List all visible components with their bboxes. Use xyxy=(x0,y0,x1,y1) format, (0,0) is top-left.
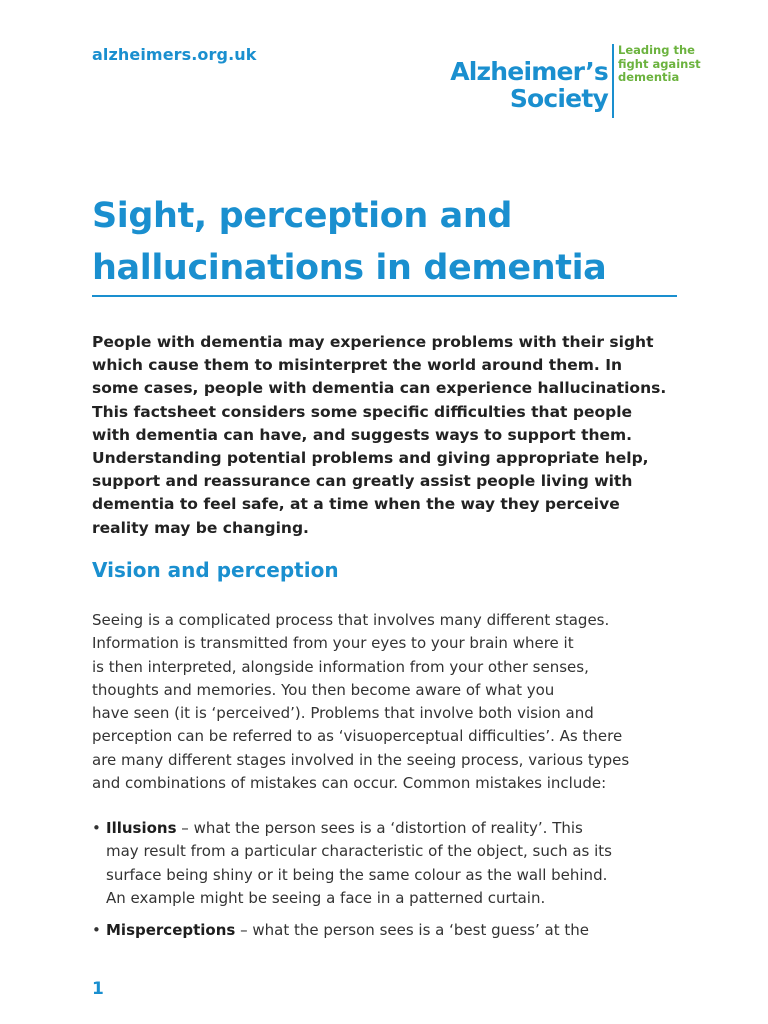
page-number: 1 xyxy=(92,979,104,999)
body-line: are many different stages involved in the seeing process, various types xyxy=(92,750,630,769)
body-line: and combinations of mistakes can occur. Common mistakes include: xyxy=(92,774,607,793)
list-item xyxy=(92,817,702,910)
logo-tagline-line: Leading the xyxy=(618,43,695,57)
logo-name-line1: Alzheimer’s xyxy=(450,57,608,86)
bullet-first-line-text: – what the person sees is a ‘best guess’ at the xyxy=(235,921,589,939)
bullet-line: surface being shiny or it being the same colour as the wall behind. xyxy=(106,865,608,884)
site-url[interactable]: alzheimers.org.uk xyxy=(92,45,257,64)
logo-tagline xyxy=(618,44,701,85)
bullet-first-line-text: – what the person sees is a ‘distortion of reality’. This xyxy=(176,819,583,837)
intro-paragraph xyxy=(92,331,692,540)
body-line: is then interpreted, alongside information from your other senses, xyxy=(92,657,589,676)
intro-line: some cases, people with dementia can experience hallucinations. xyxy=(92,379,667,398)
logo-divider xyxy=(612,44,614,118)
bullet-term: Misperceptions xyxy=(106,921,236,939)
intro-line: This factsheet considers some specific difficulties that people xyxy=(92,402,633,421)
logo-tagline-line: fight against xyxy=(618,56,701,71)
intro-line: which cause them to misinterpret the world around them. In xyxy=(92,356,622,375)
logo-wordmark xyxy=(450,58,608,112)
body-paragraph xyxy=(92,609,702,795)
body-line: perception can be referred to as ‘visuoperceptual difficulties’. As there xyxy=(92,727,623,746)
body-line: Information is transmitted from your eyes to your brain where it xyxy=(92,634,574,653)
intro-line: Understanding potential problems and giving appropriate help, xyxy=(92,449,649,468)
title-line: hallucinations in dementia xyxy=(92,248,607,288)
intro-line: reality may be changing. xyxy=(92,518,309,537)
intro-line: support and reassurance can greatly assist people living with xyxy=(92,472,633,491)
alzheimers-society-logo xyxy=(450,43,704,120)
intro-line: People with dementia may experience problems with their sight xyxy=(92,333,654,351)
intro-line: dementia to feel safe, at a time when the way they perceive xyxy=(92,495,620,514)
bullet-line: may result from a particular characteristic of the object, such as its xyxy=(106,842,612,861)
page-title xyxy=(92,190,692,294)
bullet-first-line xyxy=(106,919,702,942)
section-heading: Vision and perception xyxy=(92,558,339,582)
bullet-text xyxy=(106,919,702,942)
list-item xyxy=(92,919,702,942)
bullet-icon: • xyxy=(92,819,101,837)
logo-tagline-line: dementia xyxy=(618,70,680,84)
logo-name-line2: Society xyxy=(509,84,608,113)
body-line: thoughts and memories. You then become aware of what you xyxy=(92,680,555,699)
title-underline xyxy=(92,295,677,297)
bullet-first-line xyxy=(106,817,702,840)
intro-line: with dementia can have, and suggests ways to support them. xyxy=(92,425,633,444)
body-line: Seeing is a complicated process that involves many different stages. xyxy=(92,611,610,629)
bullet-text xyxy=(106,817,702,910)
bullet-term: Illusions xyxy=(106,819,177,837)
body-line: have seen (it is ‘perceived’). Problems that involve both vision and xyxy=(92,704,594,723)
bullet-icon: • xyxy=(92,921,101,939)
title-line: Sight, perception and xyxy=(92,196,513,236)
bullet-line: An example might be seeing a face in a patterned curtain. xyxy=(106,888,546,907)
